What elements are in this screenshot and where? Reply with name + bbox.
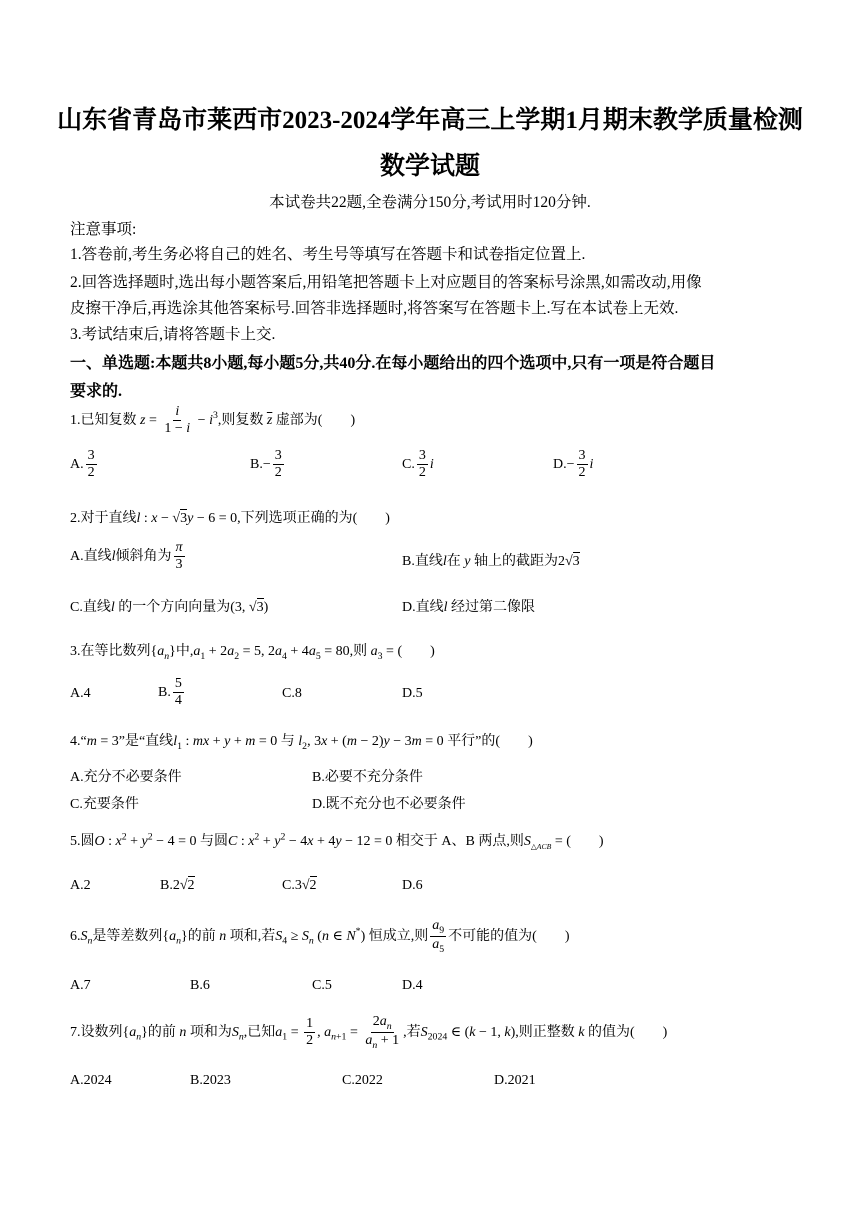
q7-option-c: C.2022 [342,1073,383,1088]
q2-option-c: C.直线l 的一个方向向量为(3, √3) [70,600,269,615]
q7-option-b: B.2023 [190,1073,231,1088]
section-heading-1: 一、单选题:本题共8小题,每小题5分,共40分.在每小题给出的四个选项中,只有一项是符合题目 [70,355,716,372]
q1-lead: 1.已知复数 [70,412,137,428]
question-6: $6.S_n$是等差数列$\{a_n\}$的前 n 项和,若$S_4 \ge S_n$ (n ∈ N*) 恒成立,则 $\frac{a_9}{a_5}$ 不可能的值为( ) [70,918,570,955]
q5-option-d: D.6 [402,878,423,893]
q3-option-c: C.8 [282,686,302,701]
q4-option-c: C.充要条件 [70,797,139,812]
q1-option-b: B.− $\frac{3}{2}$ [250,448,282,481]
q4-option-d: D.既不充分也不必要条件 [312,797,466,812]
question-4: 4.“m = 3”是“直线$l_1$ : mx + y + m = 0 与 $l_2$, 3x + (m − 2)y − 3m = 0 平行”的( ) [70,734,533,752]
q1-fraction: $\frac{i}{1 - i}$ [164,404,191,437]
note-3: 3.考试结束后,请将答题卡上交. [70,326,276,343]
q3-option-d: D.5 [402,686,423,701]
q1-option-a: A. $\frac{3}{2}$ [70,448,95,481]
q2-option-d: D.直线l 经过第二像限 [402,600,536,615]
q2-option-b: B.直线l在 y 轴上的截距为2√3 [402,554,580,569]
note-1: 1.答卷前,考生务必将自己的姓名、考生号等填写在答题卡和试卷指定位置上. [70,246,586,263]
q1-option-c: C. $\frac{3}{2}$ i [402,448,434,481]
q7-option-a: A.2024 [70,1073,112,1088]
q4-option-a: A.充分不必要条件 [70,770,182,785]
q5-option-c: C.3√2 [282,878,317,893]
q4-option-b: B.必要不充分条件 [312,770,423,785]
intro: 本试卷共22题,全卷满分150分,考试用时120分钟. [269,194,591,211]
q5-option-b: B.2√2 [160,878,195,893]
note-2a: 2.回答选择题时,选出每小题答案后,用铅笔把答题卡上对应题目的答案标号涂黑,如需改动,用像 [70,274,702,291]
question-2: 2.对于直线l : x − √3y − 6 = 0,下列选项正确的为( ) [70,511,390,526]
q3-option-b: B. $\frac{5}{4}$ [158,676,182,709]
note-2b: 皮擦干净后,再选涂其他答案标号.回答非选择题时,将答案写在答题卡上.写在本试卷上无效. [70,300,679,317]
section-heading-2: 要求的. [70,383,123,400]
q7-option-d: D.2021 [494,1073,536,1088]
q5-option-a: A.2 [70,878,91,893]
q1-option-d: D.− $\frac{3}{2}$ i [553,448,594,481]
q1-tail2: 虚部为( ) [275,412,356,428]
question-1: 1.已知复数 z = $\frac{i}{1 - i}$ − $i^3$,则复数 $\overline{z}$ 虚部为( ) [70,404,356,437]
notes-heading: 注意事项: [70,221,137,238]
q6-option-b: B.6 [190,978,210,993]
q6-option-d: D.4 [402,978,423,993]
q2-option-a: A.直线l倾斜角为 $\frac{\pi}{3}$ [70,540,183,573]
question-5: 5.圆O : $x^2 + y^2 - 4 = 0$ 与圆C : $x^2 + y^2 - 4x + 4y - 12 = 0$ 相交于 A、B 两点,则$S_{\triangle ACB}$ = ( ) [70,831,604,851]
title-line-1: 山东省青岛市莱西市2023-2024学年高三上学期1月期末教学质量检测 [57,107,803,134]
q6-option-c: C.5 [312,978,332,993]
title-line-2: 数学试题 [379,153,480,180]
question-3: 3.在等比数列$\{a_n\}$中$,a_1 + 2a_2 = 5$, $2a_4 + 4a_5 = 80$,则 $a_3$ = ( ) [70,644,435,662]
q6-option-a: A.7 [70,978,91,993]
q1-tail: ,则复数 [217,412,264,428]
q3-option-a: A.4 [70,686,91,701]
question-7: 7.设数列$\{a_n\}$的前 n 项和为$S_n$,已知$a_1$ = $\frac{1}{2}$ , $a_{n+1}$ = $\frac{2a_n}{a_n + 1}$ ,若$S_{2024}$ ∈ (k − 1, k),则正整数 k 的值为( ) [70,1014,668,1051]
